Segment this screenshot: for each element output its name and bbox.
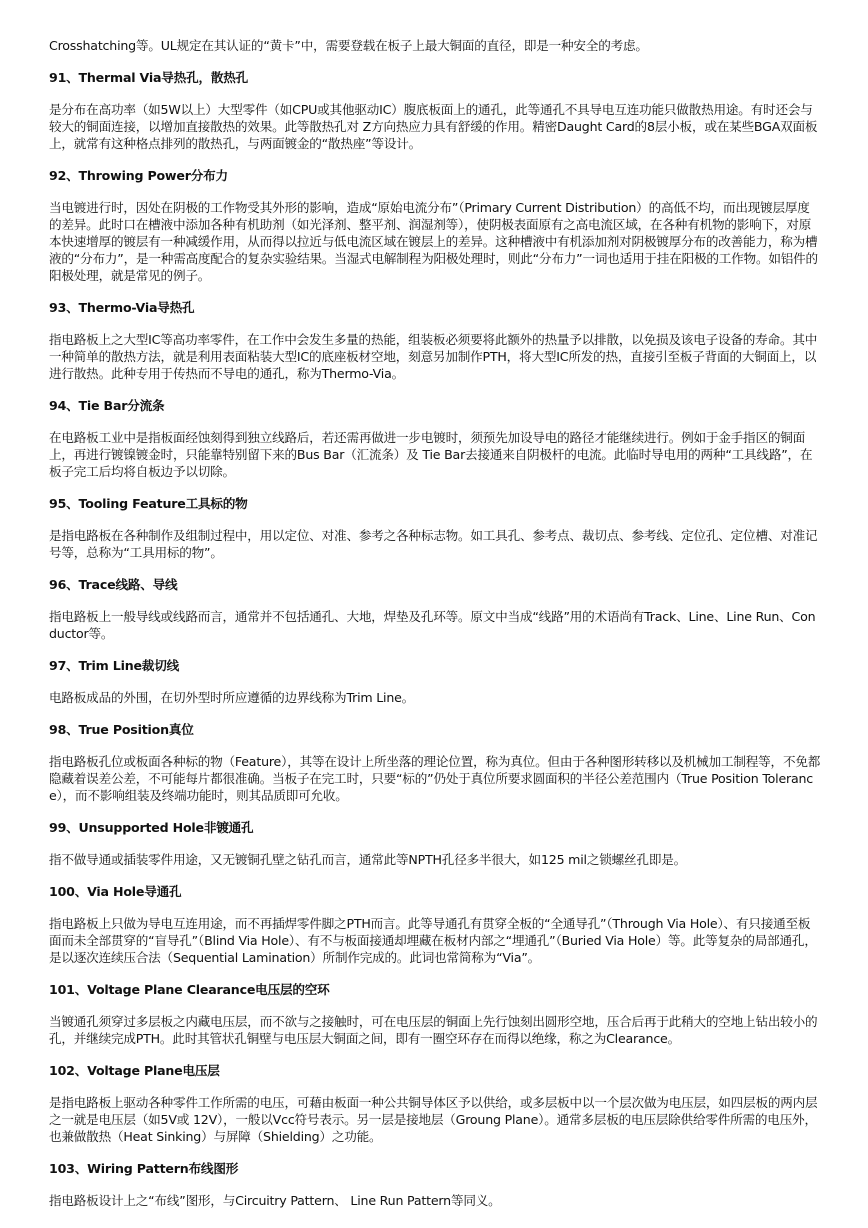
entry-94-heading: 94、Tie Bar分流条 <box>49 398 165 413</box>
entry-96-heading: 96、Trace线路、导线 <box>49 577 178 592</box>
entry-94-body: 在电路板工业中是指板面经蚀刻得到独立线路后，若还需再做进一步电镀时，须预先加设导电的路径才能继续进行。例如于金手指区的铜面上，再进行镀镍镀金时，只能靠特别留下来的Bus Bar（汇流条）及 Tie Bar去接通来自阴极杆的电流。此临时导电用的两种“工具线路”，在板子完工后均将自板边予以切除。 <box>49 430 813 479</box>
entry-98-body: 指电路板孔位或板面各种标的物（Feature），其等在设计上所坐落的理论位置，称为真位。但由于各种图形转移以及机械加工制程等，不免都隐藏着误差公差，不可能每片都很准确。当板子在完工时，只要“标的”仍处于真位所要求圆面积的半径公差范围内（True Position Tolerance），而不影响组装及终端功能时，则其品质即可允收。 <box>49 754 821 803</box>
entry-97-body: 电路板成品的外围，在切外型时所应遵循的边界线称为Trim Line。 <box>49 690 415 705</box>
intro-paragraph: Crosshatching等。UL规定在其认证的“黄卡”中，需要登载在板子上最大铜面的直径，即是一种安全的考虑。 <box>49 38 648 53</box>
entry-99-heading: 99、Unsupported Hole非镀通孔 <box>49 820 254 835</box>
entry-97-heading: 97、Trim Line裁切线 <box>49 658 179 673</box>
entry-102-heading: 102、Voltage Plane电压层 <box>49 1063 220 1078</box>
entry-102-body: 是指电路板上驱动各种零件工作所需的电压，可藉由板面一种公共铜导体区予以供给，或多层板中以一个层次做为电压层，如四层板的两内层之一就是电压层（如5V或 12V），一般以Vcc符号表示。另一层是接地层（Groung Plane）。通常多层板的电压层除供给零件所需的电压外，也兼做散热（Heat Sinking）与屏障（Shielding）之功能。 <box>49 1095 818 1144</box>
entry-101-body: 当镀通孔须穿过多层板之内藏电压层，而不欲与之接触时，可在电压层的铜面上先行蚀刻出圆形空地，压合后再于此稍大的空地上钻出较小的孔，并继续完成PTH。此时其管状孔铜壁与电压层大铜面之间，即有一圈空环存在而得以绝缘，称之为Clearance。 <box>49 1014 818 1046</box>
entry-103-heading: 103、Wiring Pattern布线图形 <box>49 1161 239 1176</box>
entry-92-heading: 92、Throwing Power分布力 <box>49 168 228 183</box>
entry-98-heading: 98、True Position真位 <box>49 722 194 737</box>
entry-99-body: 指不做导通或插装零件用途，又无镀铜孔壁之钻孔而言，通常此等NPTH孔径多半很大，如125 mil之锁螺丝孔即是。 <box>49 852 687 867</box>
entry-91-heading: 91、Thermal Via导热孔，散热孔 <box>49 70 249 85</box>
entry-93-heading: 93、Thermo-Via导热孔 <box>49 300 195 315</box>
entry-103-body: 指电路板设计上之“布线”图形，与Circuitry Pattern、 Line Run Pattern等同义。 <box>49 1193 501 1208</box>
entry-96-body: 指电路板上一般导线或线路而言，通常并不包括通孔、大地，焊垫及孔环等。原文中当成“线路”用的术语尚有Track、Line、Line Run、Conductor等。 <box>49 609 816 641</box>
entry-95-heading: 95、Tooling Feature工具标的物 <box>49 496 248 511</box>
entry-95-body: 是指电路板在各种制作及组制过程中，用以定位、对准、参考之各种标志物。如工具孔、参考点、裁切点、参考线、定位孔、定位槽、对准记号等，总称为“工具用标的物”。 <box>49 528 818 560</box>
entry-101-heading: 101、Voltage Plane Clearance电压层的空环 <box>49 982 330 997</box>
entry-92-body: 当电镀进行时，因处在阴极的工作物受其外形的影响，造成“原始电流分布”（Primary Current Distribution）的高低不均，而出现镀层厚度的差异。此时口在槽液中添加各种有机助剂（如光泽剂、整平剂、润湿剂等），使阴极表面原有之高电流区域，在各种有机物的影响下，对原本快速增厚的镀层有一种减缓作用，从而得以拉近与低电流区域在镀层上的差异。这种槽液中有机添加剂对阴极镀厚分布的改善能力，称为槽液的“分布力”，是一种需高度配合的复杂实验结果。当湿式电解制程为阳极处理时，则此“分布力”一词也适用于挂在阳极的工作物。如铝件的阳极处理，就是常见的例子。 <box>49 200 818 283</box>
entry-93-body: 指电路板上之大型IC等高功率零件，在工作中会发生多量的热能，组装板必须要将此额外的热量予以排散，以免损及该电子设备的寿命。其中一种简单的散热方法，就是利用表面粘装大型IC的底座板材空地，刻意另加制作PTH，将大型IC所发的热，直接引至板子背面的大铜面上，以进行散热。此种专用于传热而不导电的通孔，称为Thermo-Via。 <box>49 332 818 381</box>
entry-100-heading: 100、Via Hole导通孔 <box>49 884 182 899</box>
entry-100-body: 指电路板上只做为导电互连用途，而不再插焊零件脚之PTH而言。此等导通孔有贯穿全板的“全通导孔”（Through Via Hole）、有只接通至板面而未全部贯穿的“盲导孔”（Blind Via Hole）、有不与板面接通却埋藏在板材内部之“埋通孔”（Buried Via Hole）等。此等复杂的局部通孔，是以逐次连续压合法（Sequential Lamination）所制作完成的。此词也常简称为“Via”。 <box>49 916 817 965</box>
entry-91-body: 是分布在高功率（如5W以上）大型零件（如CPU或其他驱动IC）腹底板面上的通孔，此等通孔不具导电互连功能只做散热用途。有时还会与较大的铜面连接，以增加直接散热的效果。此等散热孔对 Z方向热应力具有舒缓的作用。精密Daught Card的8层小板，或在某些BGA双面板上，就常有这种格点排列的散热孔，与两面镀金的“散热座”等设计。 <box>49 102 818 151</box>
